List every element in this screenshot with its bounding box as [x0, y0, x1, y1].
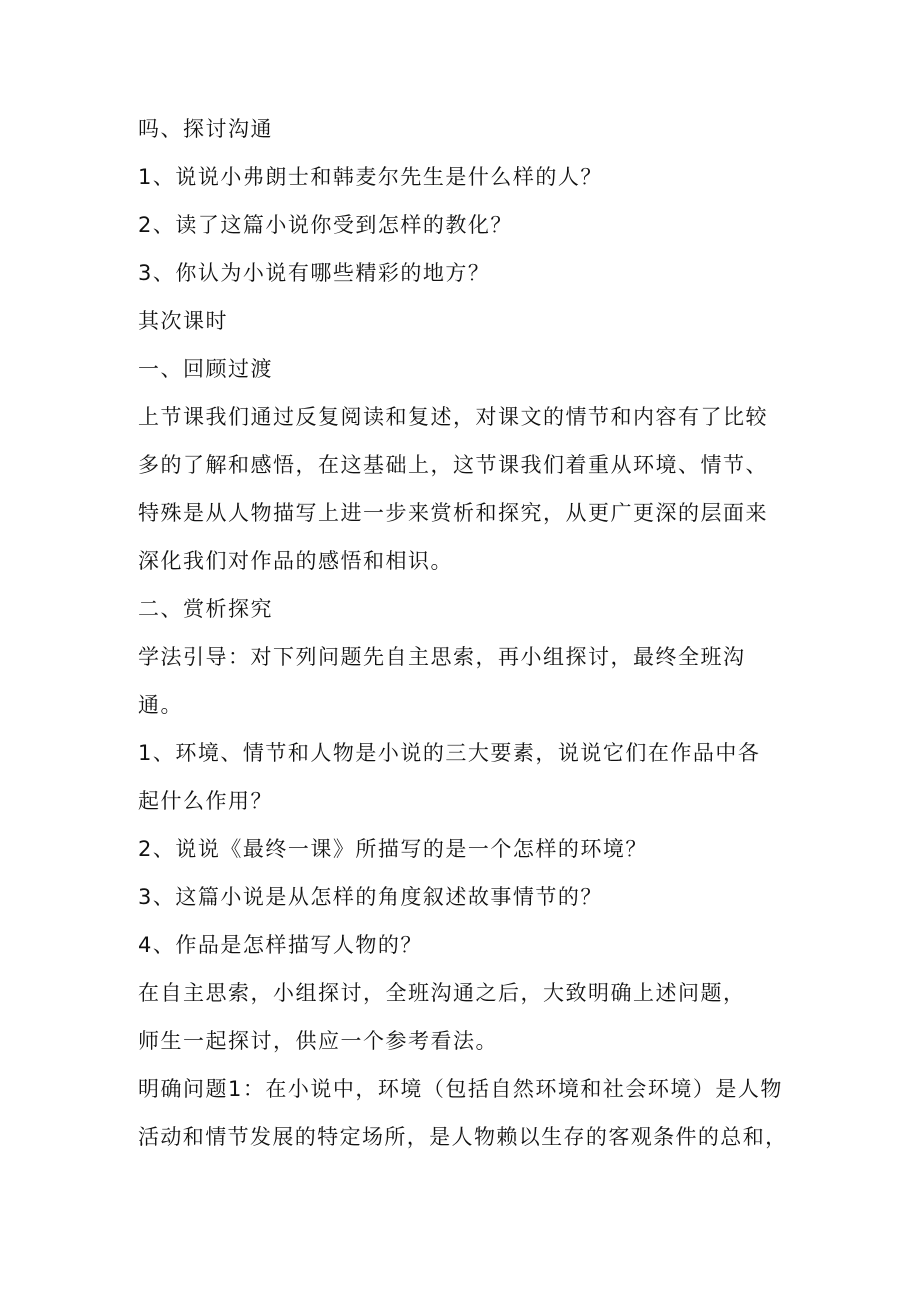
question-3: 3、你认为小说有哪些精彩的地方？	[138, 261, 491, 285]
heading-analysis: 二、赏析探究	[138, 597, 273, 621]
method-guide-line-2: 通。	[138, 693, 183, 717]
question-2: 2、读了这篇小说你受到怎样的教化？	[138, 213, 513, 237]
answer-1-line-2: 活动和情节发展的特定场所，是人物赖以生存的客观条件的总和，	[138, 1125, 788, 1149]
heading-section-four: 吗、探讨沟通	[138, 117, 273, 141]
paragraph-review-line-2: 多的了解和感悟，在这基础上，这节课我们着重从环境、情节、	[138, 453, 768, 477]
answer-1-line-1: 明确问题1：在小说中，环境（包括自然环境和社会环境）是人物	[138, 1077, 783, 1101]
method-guide-line-1: 学法引导：对下列问题先自主思索，再小组探讨，最终全班沟	[138, 645, 746, 669]
heading-second-lesson: 其次课时	[138, 309, 228, 333]
paragraph-review-line-3: 特殊是从人物描写上进一步来赏析和探究，从更广更深的层面来	[138, 501, 768, 525]
analysis-question-4: 4、作品是怎样描写人物的？	[138, 933, 423, 957]
paragraph-review-line-1: 上节课我们通过反复阅读和复述，对课文的情节和内容有了比较	[138, 405, 768, 429]
analysis-question-1-line-2: 起什么作用？	[138, 789, 273, 813]
analysis-question-1-line-1: 1、环境、情节和人物是小说的三大要素，说说它们在作品中各	[138, 741, 761, 765]
heading-review: 一、回顾过渡	[138, 357, 273, 381]
analysis-question-3: 3、这篇小说是从怎样的角度叙述故事情节的？	[138, 885, 603, 909]
question-1: 1、说说小弗朗士和韩麦尔先生是什么样的人？	[138, 165, 603, 189]
discussion-summary-line-2: 师生一起探讨，供应一个参考看法。	[138, 1029, 498, 1053]
paragraph-review-line-4: 深化我们对作品的感悟和相识。	[138, 549, 453, 573]
discussion-summary-line-1: 在自主思索，小组探讨，全班沟通之后，大致明确上述问题，	[138, 981, 746, 1005]
analysis-question-2: 2、说说《最终一课》所描写的是一个怎样的环境？	[138, 837, 648, 861]
